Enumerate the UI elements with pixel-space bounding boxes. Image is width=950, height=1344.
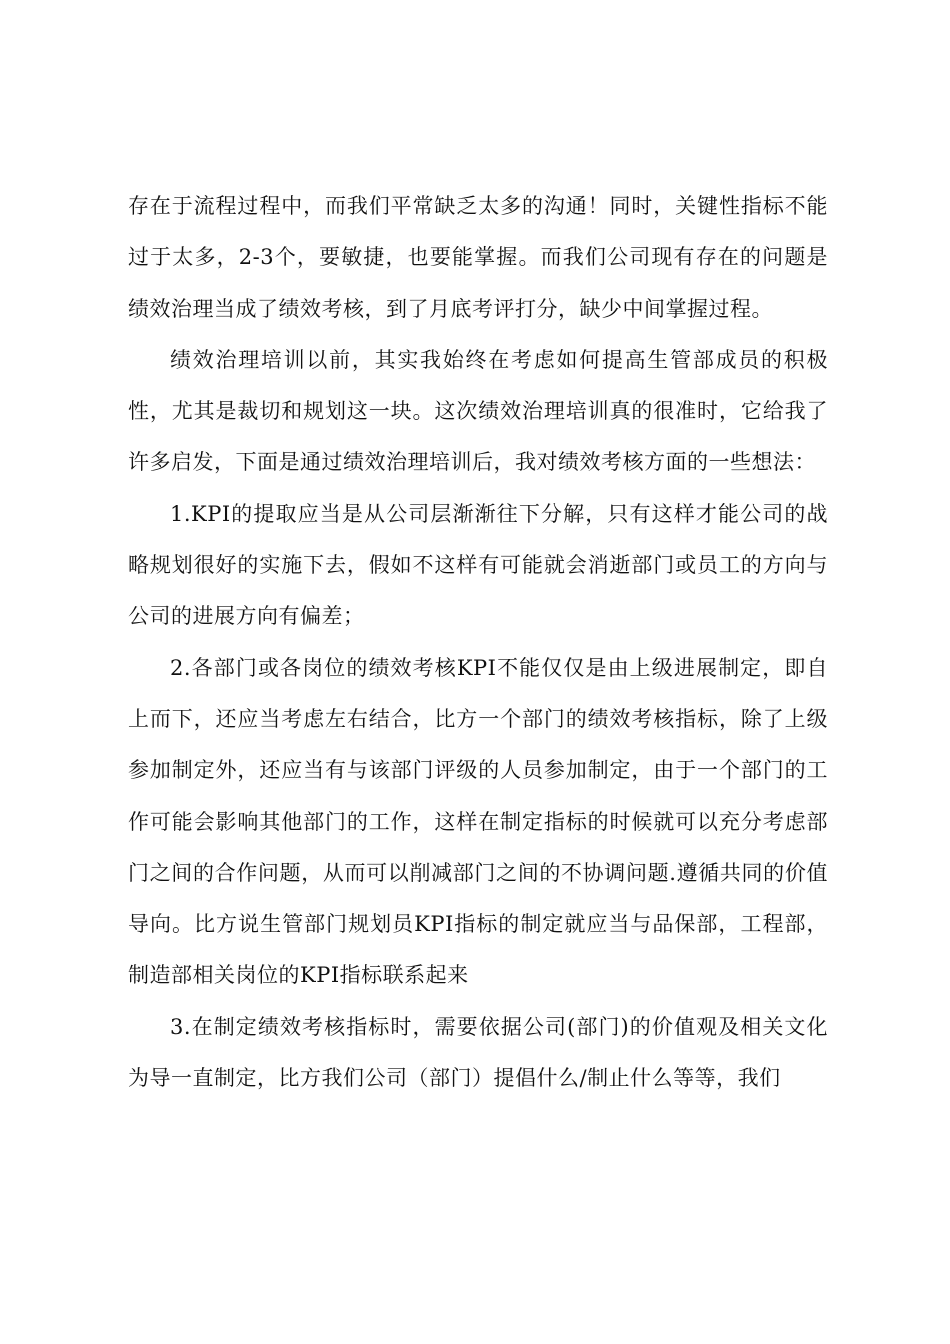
paragraph-point-2: 2.各部门或各岗位的绩效考核KPI不能仅仅是由上级进展制定，即自上而下，还应当考虑左右结合，比方一个部门的绩效考核指标，除了上级参加制定外，还应当有与该部门评级的人员参加制定，由于一个部门的工作可能会影响其他部门的工作，这样在制定指标的时候就可以充分考虑部门之间的合作问题，从而可以削减部门之间的不协调问题.遵循共同的价值导向。比方说生管部门规划员KPI指标的制定就应当与品保部，工程部，制造部相关岗位的KPI指标联系起来: [128, 655, 828, 988]
paragraph-continuation: 存在于流程过程中，而我们平常缺乏太多的沟通！同时，关键性指标不能过于太多，2-3个，要敏捷，也要能掌握。而我们公司现有存在的问题是绩效治理当成了绩效考核，到了月底考评打分，缺少中间掌握过程。: [128, 194, 828, 321]
paragraph-training-thoughts: 绩效治理培训以前，其实我始终在考虑如何提高生管部成员的积极性，尤其是裁切和规划这一块。这次绩效治理培训真的很准时，它给我了许多启发，下面是通过绩效治理培训后，我对绩效考核方面的一些想法：: [128, 347, 828, 475]
paragraph-point-3: 3.在制定绩效考核指标时，需要依据公司(部门)的价值观及相关文化为导一直制定，比方我们公司（部门）提倡什么/制止什么等等，我们: [128, 1014, 828, 1091]
document-body: [128, 181, 828, 1104]
paragraph-point-1: 1.KPI的提取应当是从公司层渐渐往下分解，只有这样才能公司的战略规划很好的实施下去，假如不这样有可能就会消逝部门或员工的方向与公司的进展方向有偏差；: [128, 501, 828, 629]
